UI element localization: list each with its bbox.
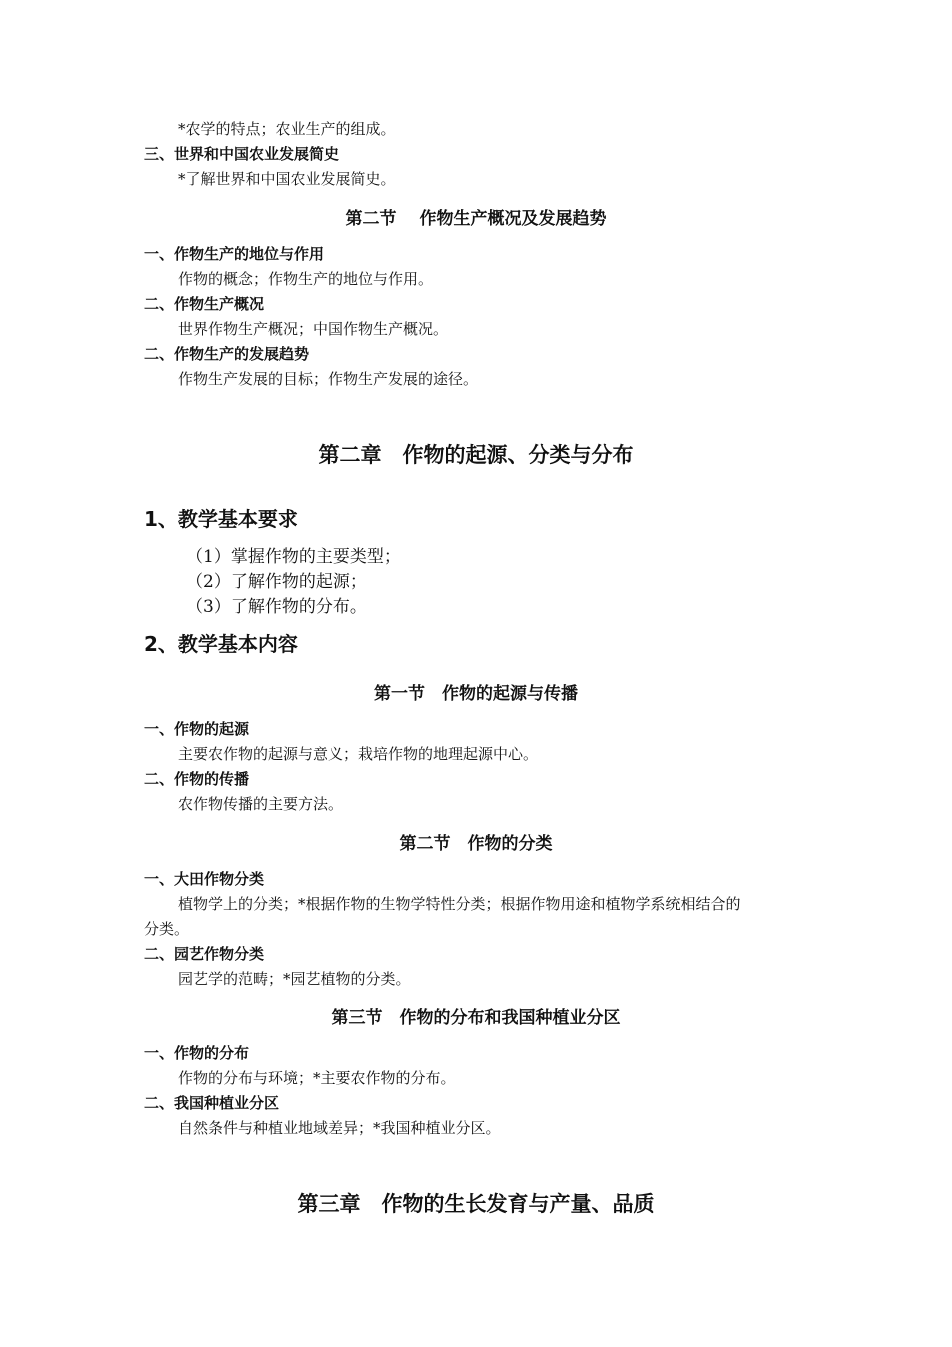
body-text: 农作物传播的主要方法。 (178, 795, 344, 813)
body-text: 主要农作物的起源与意义；栽培作物的地理起源中心。 (178, 745, 539, 763)
body-text: 园艺学的范畴；*园艺植物的分类。 (178, 970, 411, 988)
requirement-item: （1）掌握作物的主要类型； (186, 547, 401, 567)
chapter-title: 第二章 作物的起源、分类与分布 (318, 443, 634, 467)
body-text: 世界作物生产概况；中国作物生产概况。 (178, 320, 449, 338)
chapter-title: 第三章 作物的生长发育与产量、品质 (297, 1192, 655, 1216)
subheading: 一、作物的起源 (144, 720, 250, 738)
subheading: 二、作物生产概况 (144, 295, 265, 313)
heading-content: 2、教学基本内容 (144, 632, 298, 656)
body-text: 分类。 (144, 920, 190, 938)
body-text: *了解世界和中国农业发展简史。 (178, 170, 396, 188)
heading-requirements: 1、教学基本要求 (144, 507, 298, 531)
subheading: 一、作物生产的地位与作用 (144, 245, 325, 263)
subheading: 一、大田作物分类 (144, 870, 265, 888)
body-text: 自然条件与种植业地域差异；*我国种植业分区。 (178, 1119, 501, 1137)
requirement-item: （2）了解作物的起源； (186, 572, 367, 592)
section-title: 第三节 作物的分布和我国种植业分区 (331, 1008, 621, 1028)
subheading: 一、作物的分布 (144, 1044, 250, 1062)
subheading: 二、作物的传播 (144, 770, 250, 788)
section-title: 第二节 作物的分类 (399, 834, 553, 854)
subheading: 二、作物生产的发展趋势 (144, 345, 310, 363)
subheading: 二、我国种植业分区 (144, 1094, 280, 1112)
body-text: 作物的分布与环境；*主要农作物的分布。 (178, 1069, 456, 1087)
section-title: 第二节 作物生产概况及发展趋势 (345, 209, 607, 229)
subheading: 三、世界和中国农业发展简史 (144, 145, 340, 163)
requirement-item: （3）了解作物的分布。 (186, 597, 367, 617)
body-text: 作物的概念；作物生产的地位与作用。 (178, 270, 434, 288)
body-text: 植物学上的分类；*根据作物的生物学特性分类；根据作物用途和植物学系统相结合的 (178, 895, 741, 913)
subheading: 二、园艺作物分类 (144, 945, 265, 963)
body-text: *农学的特点；农业生产的组成。 (178, 120, 396, 138)
body-text: 作物生产发展的目标；作物生产发展的途径。 (178, 370, 479, 388)
section-title: 第一节 作物的起源与传播 (374, 684, 578, 704)
